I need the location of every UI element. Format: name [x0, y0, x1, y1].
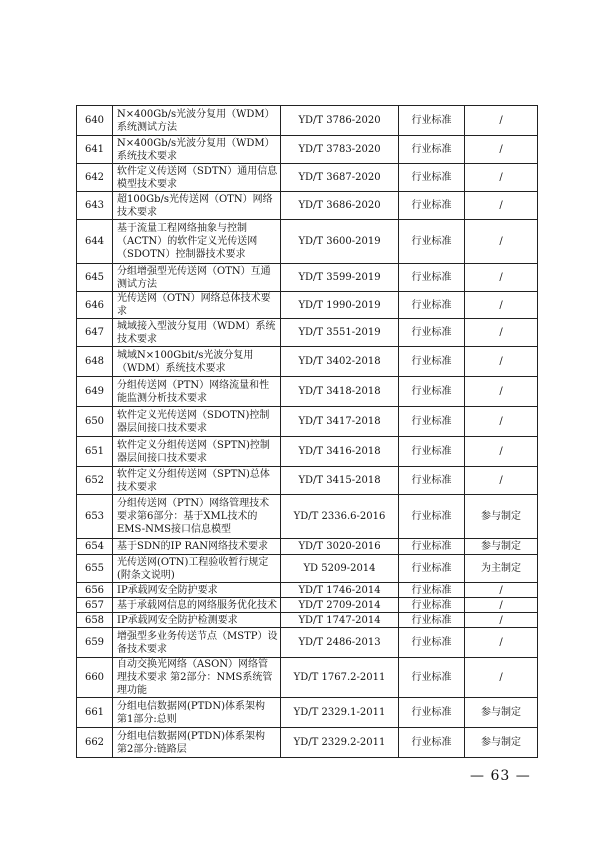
standard-code-cell: YD/T 3599-2019	[281, 264, 399, 292]
standard-code-cell: YD/T 1746-2014	[281, 583, 399, 598]
table-row	[77, 728, 538, 758]
row-number-cell: 653	[77, 495, 113, 539]
table-row	[77, 628, 538, 658]
participation-cell: /	[465, 106, 538, 136]
table-row	[77, 319, 538, 347]
row-number-cell: 662	[77, 728, 113, 758]
participation-cell: /	[465, 467, 538, 495]
standard-code-cell: YD/T 1767.2-2011	[281, 658, 399, 698]
standard-type-cell: 行业标准	[399, 106, 465, 136]
table-row	[77, 264, 538, 292]
standard-code-cell: YD/T 3416-2018	[281, 437, 399, 467]
participation-cell: /	[465, 192, 538, 220]
table-row	[77, 292, 538, 319]
participation-cell: /	[465, 136, 538, 164]
standard-code-cell: YD/T 3687-2020	[281, 164, 399, 192]
table-row	[77, 192, 538, 220]
row-number-cell: 652	[77, 467, 113, 495]
standard-type-cell: 行业标准	[399, 319, 465, 347]
standard-name-cell: N×400Gb/s光波分复用（WDM）系统技术要求	[113, 136, 281, 164]
standard-type-cell: 行业标准	[399, 598, 465, 613]
row-number-cell: 645	[77, 264, 113, 292]
standard-name-cell: 软件定义分组传送网（SPTN)总体技术要求	[113, 467, 281, 495]
standard-code-cell: YD/T 3402-2018	[281, 347, 399, 377]
table-row	[77, 555, 538, 583]
standard-type-cell: 行业标准	[399, 628, 465, 658]
standard-type-cell: 行业标准	[399, 467, 465, 495]
row-number-cell: 647	[77, 319, 113, 347]
participation-cell: /	[465, 264, 538, 292]
standard-code-cell: YD/T 3415-2018	[281, 467, 399, 495]
row-number-cell: 660	[77, 658, 113, 698]
standard-name-cell: 分组增强型光传送网（OTN）互通测试方法	[113, 264, 281, 292]
participation-cell: /	[465, 164, 538, 192]
standard-type-cell: 行业标准	[399, 164, 465, 192]
standard-type-cell: 行业标准	[399, 495, 465, 539]
table-row	[77, 106, 538, 136]
participation-cell: /	[465, 658, 538, 698]
standard-type-cell: 行业标准	[399, 437, 465, 467]
standard-name-cell: 软件定义传送网（SDTN）通用信息模型技术要求	[113, 164, 281, 192]
row-number-cell: 656	[77, 583, 113, 598]
standard-code-cell: YD/T 3600-2019	[281, 220, 399, 264]
standard-name-cell: 分组传送网（PTN）网络管理技术要求第6部分：基于XML技术的EMS-NMS接口信息模型	[113, 495, 281, 539]
standard-name-cell: N×400Gb/s光波分复用（WDM）系统测试方法	[113, 106, 281, 136]
standard-code-cell: YD 5209-2014	[281, 555, 399, 583]
standard-code-cell: YD/T 1747-2014	[281, 613, 399, 628]
standards-table	[76, 105, 538, 758]
table-row	[77, 495, 538, 539]
standard-name-cell: 分组传送网（PTN）网络流量和性能监测分析技术要求	[113, 377, 281, 407]
standard-type-cell: 行业标准	[399, 698, 465, 728]
standard-type-cell: 行业标准	[399, 192, 465, 220]
standard-code-cell: YD/T 2486-2013	[281, 628, 399, 658]
standard-type-cell: 行业标准	[399, 264, 465, 292]
participation-cell: /	[465, 437, 538, 467]
standards-table-body	[77, 106, 538, 758]
row-number-cell: 640	[77, 106, 113, 136]
standard-type-cell: 行业标准	[399, 613, 465, 628]
table-row	[77, 467, 538, 495]
participation-cell: /	[465, 613, 538, 628]
table-row	[77, 347, 538, 377]
participation-cell: 参与制定	[465, 728, 538, 758]
standard-type-cell: 行业标准	[399, 539, 465, 555]
table-row	[77, 136, 538, 164]
participation-cell: 参与制定	[465, 539, 538, 555]
row-number-cell: 642	[77, 164, 113, 192]
standard-type-cell: 行业标准	[399, 292, 465, 319]
table-row	[77, 598, 538, 613]
table-row	[77, 539, 538, 555]
standard-type-cell: 行业标准	[399, 220, 465, 264]
row-number-cell: 646	[77, 292, 113, 319]
standard-type-cell: 行业标准	[399, 658, 465, 698]
standard-code-cell: YD/T 3783-2020	[281, 136, 399, 164]
table-row	[77, 377, 538, 407]
standard-type-cell: 行业标准	[399, 377, 465, 407]
row-number-cell: 655	[77, 555, 113, 583]
standard-name-cell: IP承载网安全防护检测要求	[113, 613, 281, 628]
standard-name-cell: 基于流量工程网络抽象与控制（ACTN）的软件定义光传送网（SDOTN）控制器技术要求	[113, 220, 281, 264]
row-number-cell: 659	[77, 628, 113, 658]
standard-name-cell: 城域N×100Gbit/s光波分复用（WDM）系统技术要求	[113, 347, 281, 377]
table-row	[77, 220, 538, 264]
row-number-cell: 654	[77, 539, 113, 555]
row-number-cell: 643	[77, 192, 113, 220]
standard-name-cell: 软件定义光传送网（SDOTN)控制器层间接口技术要求	[113, 407, 281, 437]
standard-code-cell: YD/T 3786-2020	[281, 106, 399, 136]
row-number-cell: 657	[77, 598, 113, 613]
standard-name-cell: IP承载网安全防护要求	[113, 583, 281, 598]
standard-type-cell: 行业标准	[399, 136, 465, 164]
table-row	[77, 698, 538, 728]
row-number-cell: 658	[77, 613, 113, 628]
standard-name-cell: 城域接入型波分复用（WDM）系统技术要求	[113, 319, 281, 347]
row-number-cell: 650	[77, 407, 113, 437]
standard-code-cell: YD/T 1990-2019	[281, 292, 399, 319]
table-row	[77, 658, 538, 698]
participation-cell: /	[465, 319, 538, 347]
standard-code-cell: YD/T 3686-2020	[281, 192, 399, 220]
standard-type-cell: 行业标准	[399, 555, 465, 583]
standard-code-cell: YD/T 3551-2019	[281, 319, 399, 347]
standard-name-cell: 软件定义分组传送网（SPTN)控制器层间接口技术要求	[113, 437, 281, 467]
standard-code-cell: YD/T 2329.2-2011	[281, 728, 399, 758]
participation-cell: 参与制定	[465, 495, 538, 539]
row-number-cell: 648	[77, 347, 113, 377]
standard-code-cell: YD/T 3417-2018	[281, 407, 399, 437]
standard-code-cell: YD/T 3418-2018	[281, 377, 399, 407]
standard-name-cell: 光传送网(OTN)工程验收暂行规定(附条文说明)	[113, 555, 281, 583]
participation-cell: /	[465, 628, 538, 658]
standard-code-cell: YD/T 2709-2014	[281, 598, 399, 613]
standard-name-cell: 基于SDN的IP RAN网络技术要求	[113, 539, 281, 555]
row-number-cell: 644	[77, 220, 113, 264]
standard-name-cell: 增强型多业务传送节点（MSTP）设备技术要求	[113, 628, 281, 658]
participation-cell: /	[465, 347, 538, 377]
table-row	[77, 613, 538, 628]
participation-cell: /	[465, 583, 538, 598]
row-number-cell: 661	[77, 698, 113, 728]
standard-type-cell: 行业标准	[399, 407, 465, 437]
standard-type-cell: 行业标准	[399, 583, 465, 598]
standard-code-cell: YD/T 2329.1-2011	[281, 698, 399, 728]
standard-code-cell: YD/T 3020-2016	[281, 539, 399, 555]
row-number-cell: 641	[77, 136, 113, 164]
standard-code-cell: YD/T 2336.6-2016	[281, 495, 399, 539]
participation-cell: /	[465, 292, 538, 319]
participation-cell: /	[465, 598, 538, 613]
standard-type-cell: 行业标准	[399, 347, 465, 377]
participation-cell: 为主制定	[465, 555, 538, 583]
standard-type-cell: 行业标准	[399, 728, 465, 758]
row-number-cell: 651	[77, 437, 113, 467]
standard-name-cell: 光传送网（OTN）网络总体技术要求	[113, 292, 281, 319]
standard-name-cell: 超100Gb/s光传送网（OTN）网络技术要求	[113, 192, 281, 220]
row-number-cell: 649	[77, 377, 113, 407]
participation-cell: /	[465, 407, 538, 437]
table-row	[77, 437, 538, 467]
standard-name-cell: 基于承载网信息的网络服务优化技术	[113, 598, 281, 613]
page-number: — 63 —	[470, 768, 531, 784]
participation-cell: /	[465, 220, 538, 264]
participation-cell: /	[465, 377, 538, 407]
table-row	[77, 164, 538, 192]
standard-name-cell: 自动交换光网络（ASON）网络管理技术要求 第2部分：NMS系统管理功能	[113, 658, 281, 698]
standard-name-cell: 分组电信数据网(PTDN)体系架构 第1部分:总则	[113, 698, 281, 728]
standard-name-cell: 分组电信数据网(PTDN)体系架构 第2部分:链路层	[113, 728, 281, 758]
table-row	[77, 583, 538, 598]
participation-cell: 参与制定	[465, 698, 538, 728]
table-row	[77, 407, 538, 437]
